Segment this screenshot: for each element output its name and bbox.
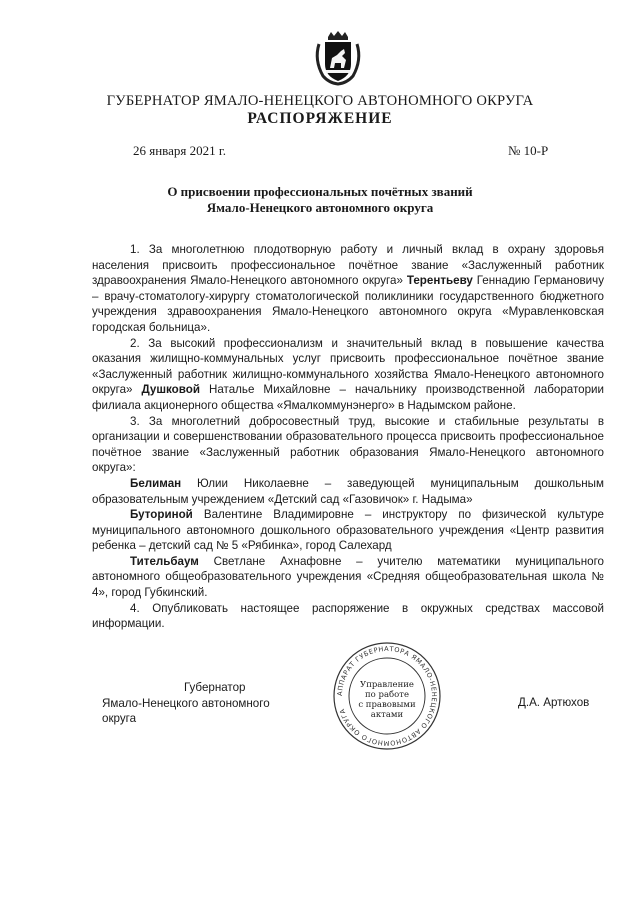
item-3-awardee-3: Тительбаум Светлане Ахнафовне – учителю математики муниципального автономного общеобразовательного учреждения «Средняя общеобразовательная школа № 4», город Губкинский.: [92, 554, 604, 600]
seal-line-2: по работе: [365, 690, 409, 700]
coat-of-arms-icon: [311, 30, 365, 86]
awardee-name: Душковой: [141, 383, 200, 397]
document-number: № 10-Р: [508, 143, 549, 158]
item-3-awardee-1: Белиман Юлии Николаевне – заведующей муниципальным дошкольным образовательным учреждением «Детский сад «Газовичок» г. Надыма»: [92, 476, 604, 506]
subject-line-2: Ямало-Ненецкого автономного округа: [206, 200, 434, 215]
document-type: РАСПОРЯЖЕНИЕ: [247, 110, 393, 127]
subject-line-1: О присвоении профессиональных почётных званий: [167, 184, 473, 199]
seal-line-3: с правовыми: [358, 700, 416, 710]
item-1: 1. За многолетнюю плодотворную работу и личный вклад в охрану здоровья населения присвоить профессиональное почётное звание «Заслуженный работник здравоохранения Ямало-Ненецкого автономного округа» Терентьеву Геннадию Германовичу – врачу-стоматологу-хирургу стоматологической поликлиники государственного бюджетного учреждения здравоохранения Ямало-Ненецкого автономного округа «Муравленковская городская больница».: [92, 243, 604, 334]
item-2: 2. За высокий профессионализм и значительный вклад в повышение качества оказания жилищно-коммунальных услуг присвоить профессиональное почётное звание «Заслуженный работник жилищно-коммунального хозяйства Ямало-Ненецкого автономного округа» Душковой Наталье Михайловне – начальнику производственной лаборатории филиала акционерного общества «Ямалкоммунэнерго» в Надымском районе.: [92, 336, 604, 412]
awardee-name: Буториной: [130, 508, 193, 522]
awardee-name: Тительбаум: [130, 554, 199, 568]
signatory-title: Губернатор Ямало-Ненецкого автономного округа: [102, 681, 270, 725]
official-seal-stamp: [331, 640, 443, 752]
signatory-name: Д.А. Артюхов: [518, 696, 590, 709]
item-3: 3. За многолетний добросовестный труд, высокие и стабильные результаты в организации и совершенствовании образовательного процесса присвоить профессиональное почётное звание «Заслуженный работник образования Ямало-Ненецкого автономного округа»:: [92, 414, 604, 475]
seal-ring-text: АППАРАТ ГУБЕРНАТОРА ЯМАЛО-НЕНЕЦКОГО АВТОНОМНОГО ОКРУГА: [335, 644, 439, 748]
awardee-name: Терентьеву: [406, 274, 473, 288]
item-3-awardee-2: Буториной Валентине Владимировне – инструктору по физической культуре муниципального автономного дошкольного образовательного учреждения «Центр развития ребенка – детский сад № 5 «Рябинка», город Салехард: [92, 508, 604, 553]
awardee-name: Белиман: [130, 476, 182, 490]
item-4: 4. Опубликовать настоящее распоряжение в окружных средствах массовой информации.: [92, 601, 604, 631]
document-body: [92, 242, 604, 632]
governor-title: ГУБЕРНАТОР ЯМАЛО-НЕНЕЦКОГО АВТОНОМНОГО ОКРУГА: [106, 93, 534, 109]
seal-line-1: Управление: [360, 680, 414, 690]
document-subject: [0, 184, 640, 216]
document-date: 26 января 2021 г.: [133, 143, 227, 158]
seal-line-4: актами: [370, 710, 404, 720]
